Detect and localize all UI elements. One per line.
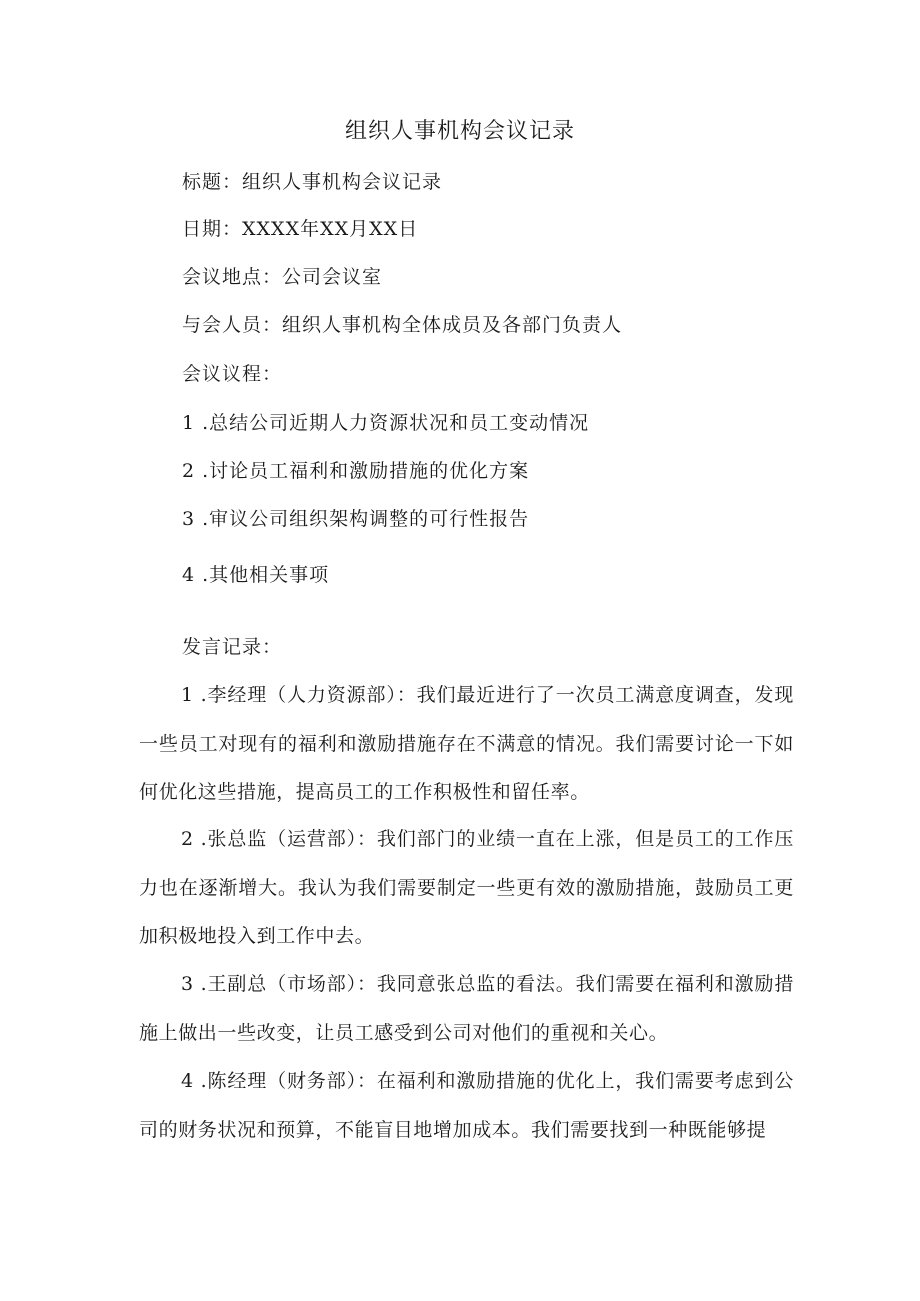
agenda-heading: 会议议程： [182, 363, 283, 385]
speech-record: 3 .王副总（市场部）：我同意张总监的看法。我们需要在福利和激励措施上做出一些改变，让员工感受到公司对他们的重视和关心。 [139, 973, 794, 1044]
speech-heading: 发言记录： [182, 636, 283, 658]
speech-record: 1 .李经理（人力资源部）：我们最近进行了一次员工满意度调查，发现一些员工对现有的福利和激励措施存在不满意的情况。我们需要讨论一下如何优化这些措施，提高员工的工作积极性和留任率。 [139, 684, 794, 803]
agenda-item: 4 .其他相关事项 [182, 564, 330, 586]
meta-date: 日期：XXXX年XX月XX日 [182, 218, 419, 240]
meta-subject: 标题：组织人事机构会议记录 [182, 171, 443, 193]
speech-record: 4 .陈经理（财务部）：在福利和激励措施的优化上，我们需要考虑到公司的财务状况和预算，不能盲目地增加成本。我们需要找到一种既能够提 [139, 1070, 794, 1141]
speech-record: 2 .张总监（运营部）：我们部门的业绩一直在上涨，但是员工的工作压力也在逐渐增大。我认为我们需要制定一些更有效的激励措施，鼓励员工更加积极地投入到工作中去。 [139, 828, 794, 947]
meta-location: 会议地点：公司会议室 [182, 266, 383, 288]
document-title: 组织人事机构会议记录 [344, 119, 575, 144]
agenda-item: 3 .审议公司组织架构调整的可行性报告 [182, 508, 530, 530]
agenda-item: 1 .总结公司近期人力资源状况和员工变动情况 [182, 412, 590, 434]
agenda-item: 2 .讨论员工福利和激励措施的优化方案 [182, 460, 530, 482]
meta-attendees: 与会人员：组织人事机构全体成员及各部门负责人 [182, 314, 623, 336]
